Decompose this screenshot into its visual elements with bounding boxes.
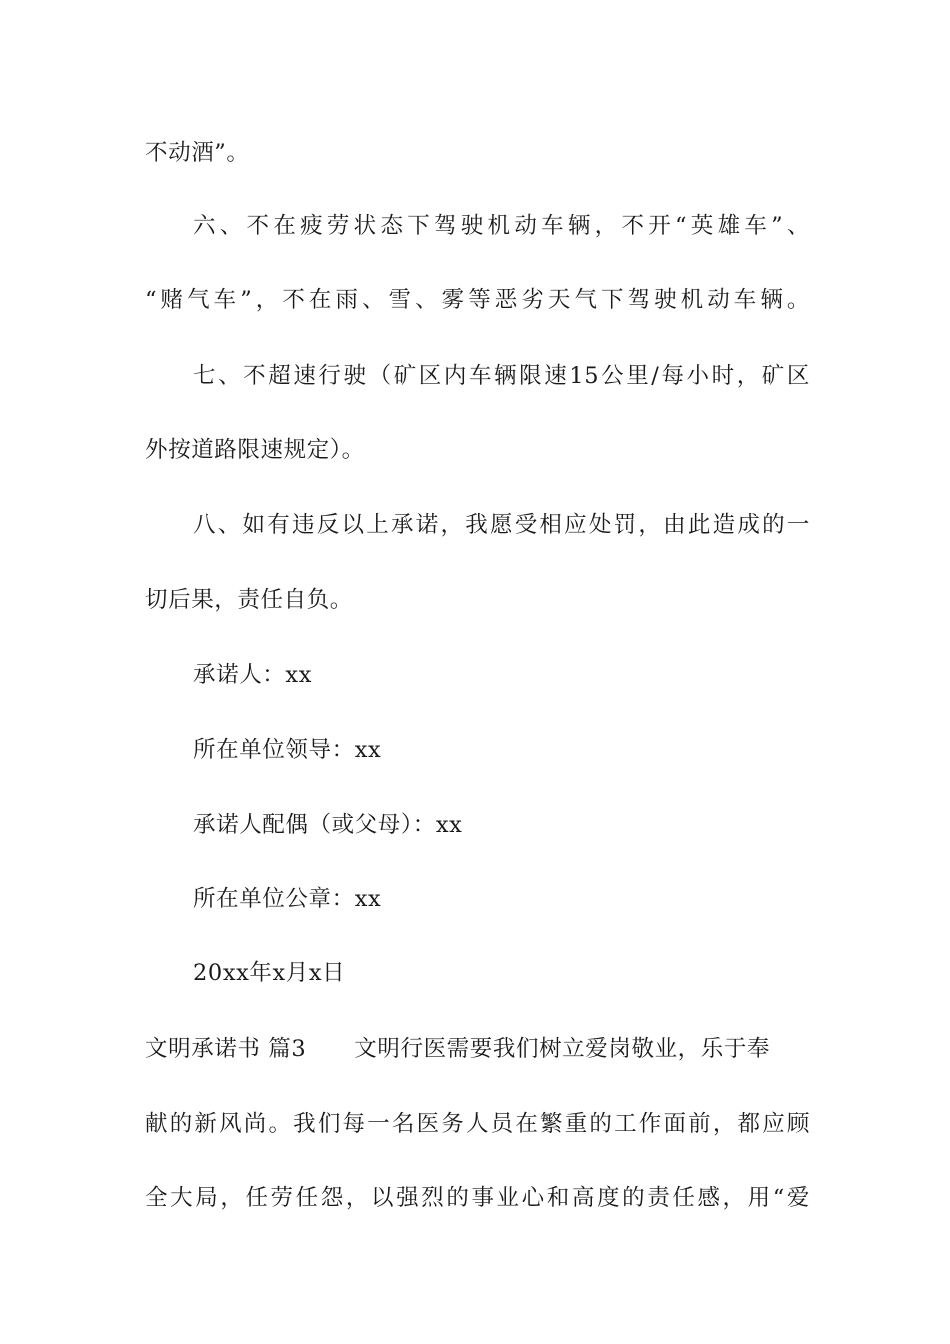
paragraph-line: 献的新风尚。我们每一名医务人员在繁重的工作面前，都应顾: [145, 1111, 810, 1137]
section-heading: 文明承诺书 篇3: [145, 1036, 307, 1062]
unit-seal-signature: 所在单位公章：xx: [193, 886, 382, 912]
paragraph-line: 切后果，责任自负。: [145, 587, 353, 613]
section-heading-line: [145, 1034, 810, 1064]
date-line: 20xx年x月x日: [193, 960, 346, 986]
paragraph-line: 六、不在疲劳状态下驾驶机动车辆，不开“英雄车”、: [193, 213, 810, 239]
paragraph-line: 外按道路限速规定）。: [145, 437, 365, 463]
paragraph-line: 全大局，任劳任怨，以强烈的事业心和高度的责任感，用“爱: [145, 1185, 810, 1211]
paragraph-line: “赌气车”，不在雨、雪、雾等恶劣天气下驾驶机动车辆。: [145, 287, 810, 313]
paragraph-line: 七、不超速行驶（矿区内车辆限速15公里/每小时，矿区: [193, 363, 810, 389]
unit-leader-signature: 所在单位领导：xx: [193, 737, 382, 763]
paragraph-line: 不动酒”。: [145, 140, 250, 166]
promisor-signature: 承诺人：xx: [193, 662, 312, 688]
section-first-line: 文明行医需要我们树立爱岗敬业，乐于奉: [354, 1036, 771, 1062]
spouse-signature: 承诺人配偶（或父母）：xx: [193, 812, 463, 838]
paragraph-line: 八、如有违反以上承诺，我愿受相应处罚，由此造成的一: [193, 512, 810, 538]
